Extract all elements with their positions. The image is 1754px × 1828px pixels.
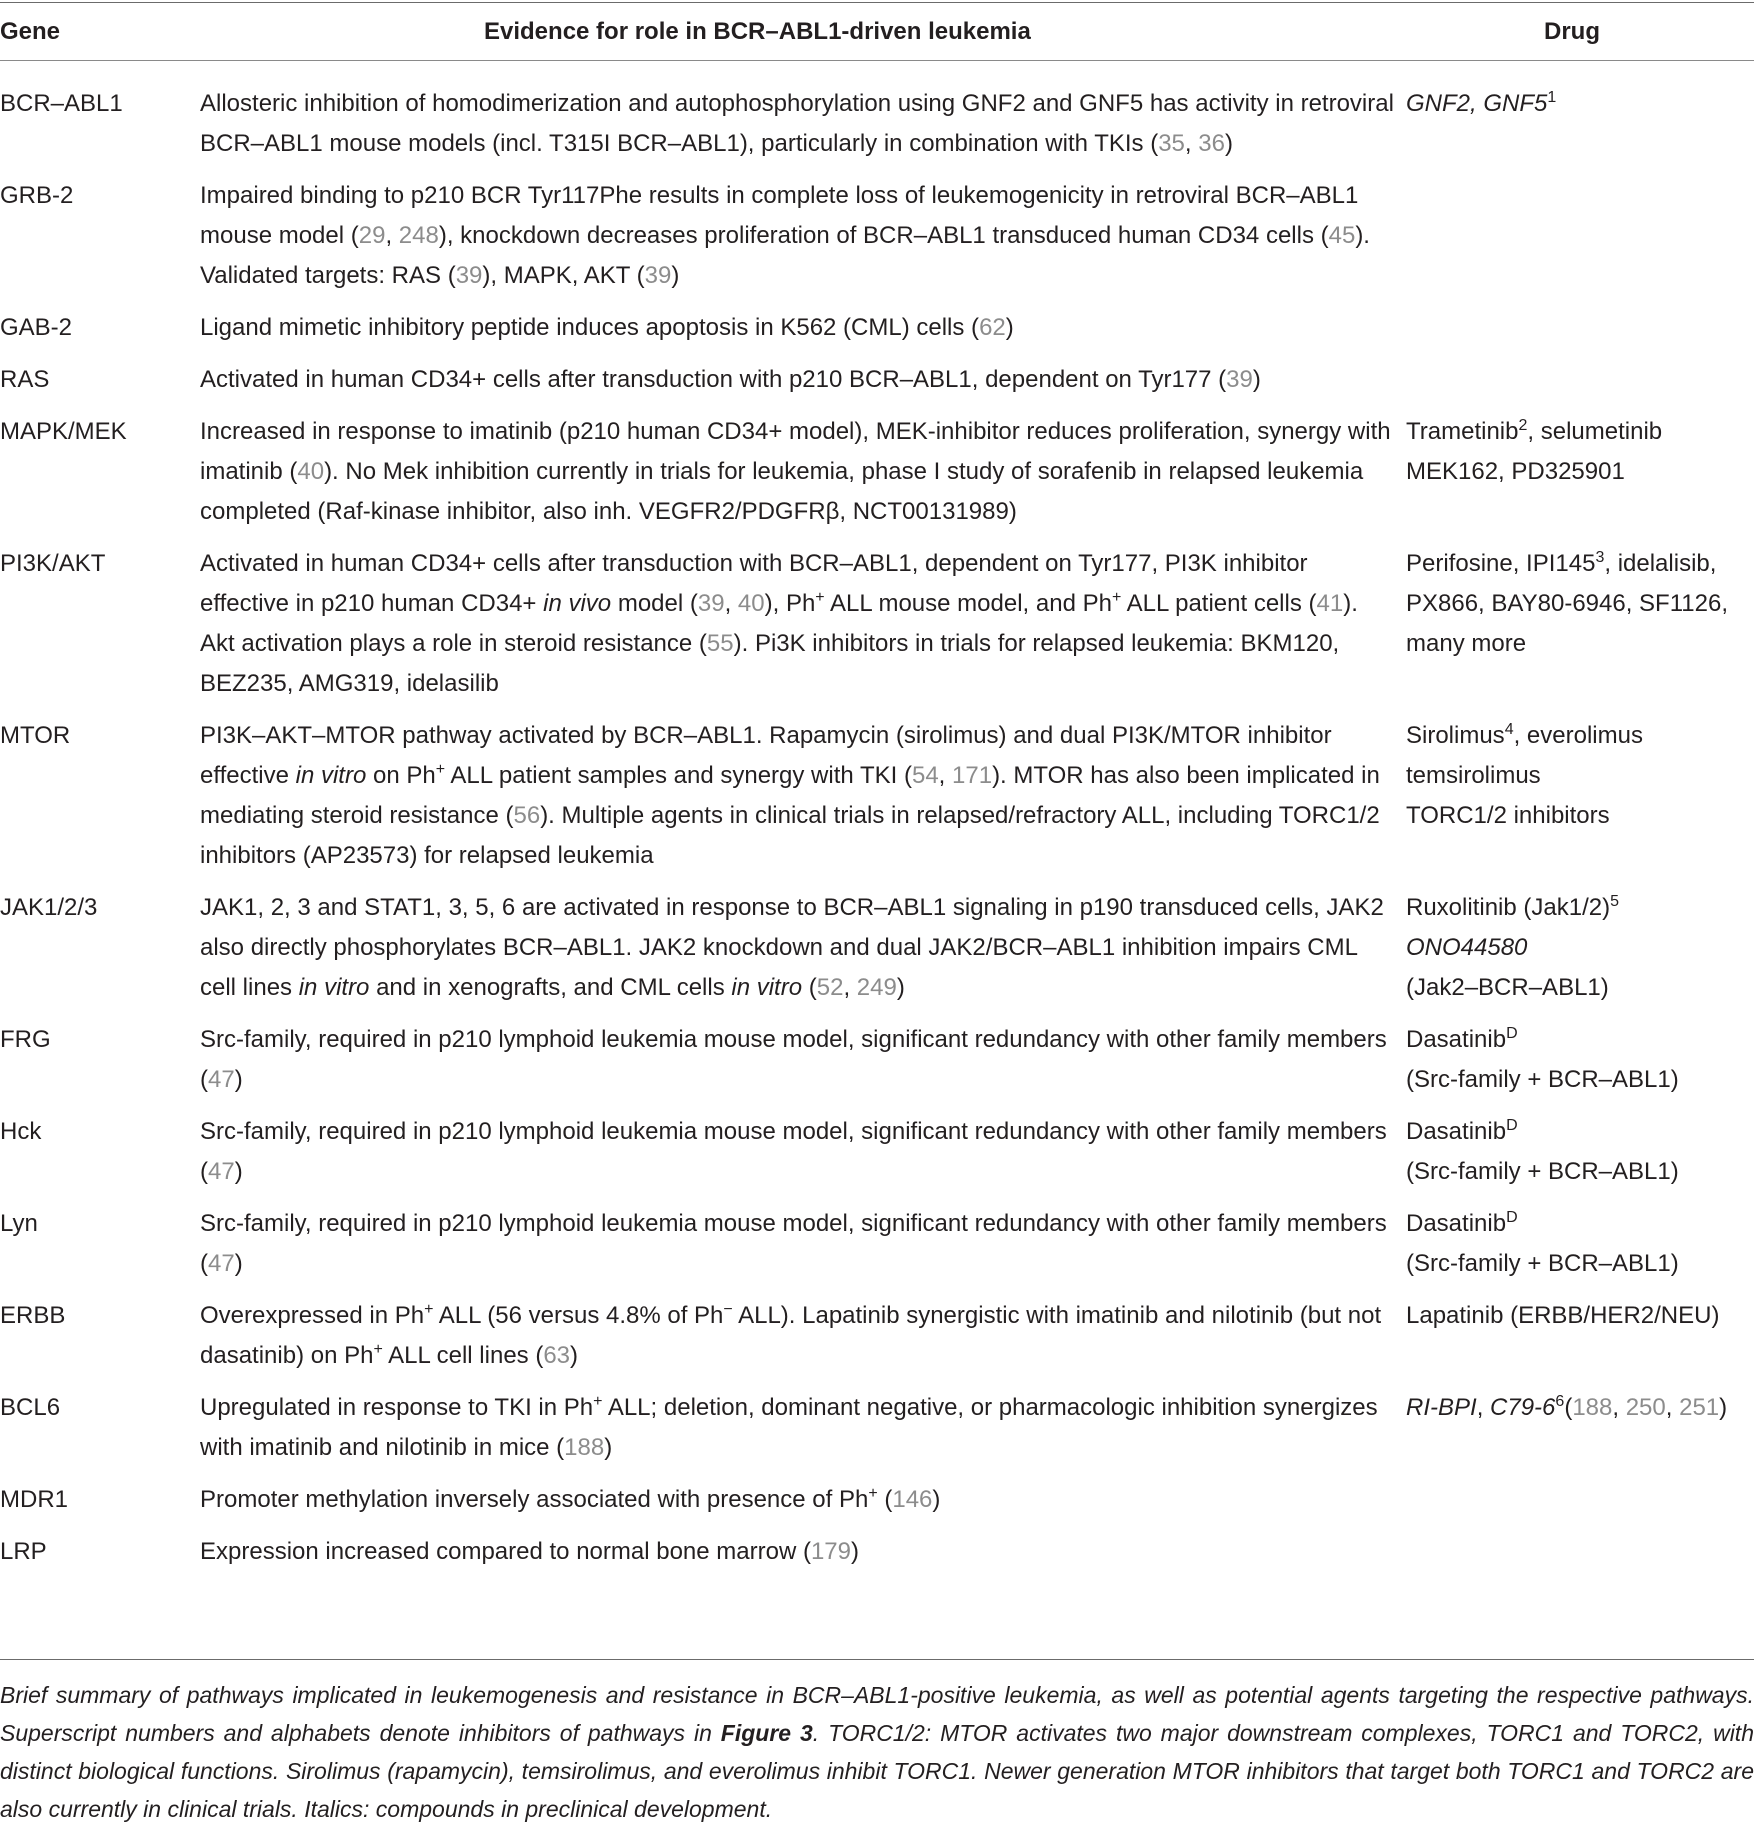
- gene-cell: Hck: [0, 1118, 42, 1145]
- text-run: Sirolimus: [1406, 722, 1505, 749]
- reference-link[interactable]: 250: [1625, 1394, 1666, 1421]
- drug-cell: [1400, 84, 1754, 164]
- drug-line: [1406, 544, 1754, 584]
- superscript: 5: [1610, 893, 1619, 910]
- reference-link[interactable]: 39: [697, 590, 725, 617]
- drug-line: [1406, 1388, 1754, 1428]
- text-run: ONO44580: [1406, 934, 1528, 961]
- text-run: Ligand mimetic inhibitory peptide induces apoptosis in K562 (CML) cells (: [200, 314, 980, 341]
- table-row: [0, 1204, 1754, 1284]
- superscript: D: [1506, 1025, 1518, 1042]
- reference-link[interactable]: 39: [644, 262, 672, 289]
- reference-link[interactable]: 248: [398, 222, 439, 249]
- gene-cell: GRB-2: [0, 182, 74, 209]
- drug-line: [1406, 968, 1754, 1008]
- reference-link[interactable]: 54: [911, 762, 939, 789]
- table-row: [0, 1480, 1754, 1520]
- gene-cell: BCL6: [0, 1394, 61, 1421]
- table-bottom-rule: [0, 1659, 1754, 1660]
- evidence-cell: [200, 1480, 1400, 1520]
- drug-line: [1406, 412, 1754, 452]
- text-run: Src-family, required in p210 lymphoid leukemia mouse model, significant redundancy with other family members (: [200, 1026, 1387, 1093]
- evidence-cell: [200, 1020, 1400, 1100]
- text-run: , everolimus: [1513, 722, 1643, 749]
- reference-link[interactable]: 47: [208, 1158, 235, 1185]
- text-run: (Src-family + BCR–ABL1): [1406, 1066, 1679, 1093]
- drug-line: [1406, 1112, 1754, 1152]
- table-row: [0, 1112, 1754, 1192]
- reference-link[interactable]: 29: [358, 222, 386, 249]
- superscript: 3: [1595, 549, 1605, 566]
- text-run: ,: [385, 222, 399, 249]
- text-run: Promoter methylation inversely associated with presence of Ph: [200, 1486, 869, 1513]
- reference-link[interactable]: 188: [564, 1434, 605, 1461]
- gene-cell: FRG: [0, 1026, 51, 1053]
- drug-cell: [1400, 1112, 1754, 1192]
- superscript: +: [1111, 589, 1122, 606]
- drug-cell: [1400, 1020, 1754, 1100]
- text-run: ). Validated targets: RAS (: [200, 222, 1370, 289]
- drug-cell: [1400, 544, 1754, 704]
- text-run: ,: [1476, 1394, 1491, 1421]
- drug-cell: [1400, 1204, 1754, 1284]
- table-row: [0, 308, 1754, 348]
- reference-link[interactable]: 41: [1316, 590, 1344, 617]
- text-run: TORC1/2 inhibitors: [1406, 802, 1610, 829]
- table-row: [0, 84, 1754, 164]
- reference-link[interactable]: 249: [856, 974, 897, 1001]
- superscript: +: [815, 589, 825, 606]
- evidence-cell: [200, 1204, 1400, 1284]
- drug-cell: [1400, 1388, 1754, 1468]
- text-run: ): [234, 1066, 243, 1093]
- reference-link[interactable]: 146: [892, 1486, 933, 1513]
- text-run: ,: [1612, 1394, 1626, 1421]
- drug-line: [1406, 84, 1754, 124]
- table-body: [0, 84, 1754, 1584]
- text-run: ): [932, 1486, 941, 1513]
- text-run: Overexpressed in Ph: [200, 1302, 425, 1329]
- evidence-cell: [200, 308, 1400, 348]
- text-run: ): [1719, 1394, 1728, 1421]
- evidence-cell: [200, 1532, 1400, 1572]
- evidence-cell: [200, 888, 1400, 1008]
- text-run: Lapatinib (ERBB/HER2/NEU): [1406, 1302, 1720, 1329]
- table-row: [0, 360, 1754, 400]
- text-run: ), knockdown decreases proliferation of BCR–ABL1 transduced human CD34 cells (: [438, 222, 1329, 249]
- header-evidence: Evidence for role in BCR–ABL1-driven leukemia: [484, 18, 1031, 45]
- text-run: Dasatinib: [1406, 1026, 1507, 1053]
- text-run: ), Ph: [764, 590, 816, 617]
- text-run: ,: [843, 974, 857, 1001]
- reference-link[interactable]: 39: [1226, 366, 1253, 393]
- text-run: ALL (56 versus 4.8% of Ph: [433, 1302, 724, 1329]
- drug-line: [1406, 1204, 1754, 1244]
- text-run: (: [802, 974, 817, 1001]
- text-run: ALL; deletion, dominant negative, or pharmacologic inhibition synergizes with imatinib and nilotinib in mice (: [200, 1394, 1378, 1461]
- text-run: ,: [1184, 130, 1199, 157]
- text-run: ,: [938, 762, 953, 789]
- text-run: C79-6: [1490, 1394, 1556, 1421]
- superscript: −: [723, 1301, 733, 1318]
- text-run: in vitro: [295, 762, 367, 789]
- drug-cell: [1400, 1296, 1754, 1376]
- table-row: [0, 544, 1754, 704]
- table-row: [0, 716, 1754, 876]
- text-run: PI3K–AKT–MTOR pathway activated by BCR–ABL1. Rapamycin (sirolimus) and dual PI3K/MTOR inhibitor effective: [200, 722, 1332, 789]
- text-run: Dasatinib: [1406, 1118, 1507, 1145]
- superscript: 4: [1504, 721, 1514, 738]
- drug-line: [1406, 1020, 1754, 1060]
- text-run: (Src-family + BCR–ABL1): [1406, 1158, 1679, 1185]
- table-row: [0, 176, 1754, 296]
- drug-cell: [1400, 412, 1754, 532]
- reference-link[interactable]: 56: [513, 802, 541, 829]
- superscript: 1: [1547, 89, 1557, 106]
- text-run: . TORC1/2: MTOR activates two major downstream complexes, TORC1 and TORC2, with distinct biological functions. Sirolimus (rapamycin), temsirolimus, and everolimus inhibit TORC1. Newer generation MTOR inhibitors that target both TORC1 and TORC2 are also currently in clinical trials. Italics: compounds in preclinical development.: [0, 1720, 1754, 1822]
- text-run: ): [671, 262, 680, 289]
- text-run: ,: [724, 590, 738, 617]
- reference-link[interactable]: 63: [543, 1342, 571, 1369]
- text-run: Ruxolitinib (Jak1/2): [1406, 894, 1611, 921]
- reference-link[interactable]: 40: [297, 458, 325, 485]
- text-run: ): [570, 1342, 579, 1369]
- table-caption: [0, 1676, 1754, 1828]
- text-run: temsirolimus: [1406, 762, 1541, 789]
- reference-link[interactable]: 62: [979, 314, 1006, 341]
- reference-link[interactable]: 45: [1328, 222, 1356, 249]
- reference-link[interactable]: 55: [706, 630, 734, 657]
- header-rule: [0, 60, 1754, 61]
- superscript: +: [373, 1341, 383, 1358]
- reference-link[interactable]: 188: [1572, 1394, 1613, 1421]
- reference-link[interactable]: 251: [1679, 1394, 1720, 1421]
- reference-link[interactable]: 40: [737, 590, 765, 617]
- text-run: in vitro: [731, 974, 803, 1001]
- gene-cell: BCR–ABL1: [0, 90, 123, 117]
- text-run: in vitro: [298, 974, 370, 1001]
- text-run: MEK162, PD325901: [1406, 458, 1625, 485]
- text-run: ALL patient cells (: [1121, 590, 1317, 617]
- text-run: Dasatinib: [1406, 1210, 1507, 1237]
- gene-cell: GAB-2: [0, 314, 73, 341]
- evidence-cell: [200, 1388, 1400, 1468]
- drug-cell: [1400, 888, 1754, 1008]
- evidence-cell: [200, 176, 1400, 296]
- text-run: , idelalisib,: [1604, 550, 1717, 577]
- text-run: Perifosine, IPI145: [1406, 550, 1596, 577]
- drug-cell: [1400, 1532, 1754, 1572]
- drug-line: [1406, 1296, 1754, 1336]
- drug-line: [1406, 452, 1754, 492]
- text-run: ): [604, 1434, 613, 1461]
- text-run: ): [896, 974, 905, 1001]
- superscript: 2: [1518, 417, 1528, 434]
- text-run: in vivo: [543, 590, 612, 617]
- text-run: Allosteric inhibition of homodimerization and autophosphorylation using GNF2 and GNF5 has activity in retroviral BCR–ABL1 mouse models (incl. T315I BCR–ABL1), particularly in combination with TKIs (: [200, 90, 1394, 157]
- text-run: Increased in response to imatinib (p210 human CD34+ model), MEK-inhibitor reduces proliferation, synergy with imatinib (: [200, 418, 1391, 485]
- text-run: Activated in human CD34+ cells after transduction with BCR–ABL1, dependent on Tyr177, PI3K inhibitor effective in p210 human CD34+: [200, 550, 1308, 617]
- text-run: (Jak2–BCR–ABL1): [1406, 974, 1609, 1001]
- superscript: D: [1506, 1117, 1518, 1134]
- evidence-cell: [200, 716, 1400, 876]
- text-run: ): [1005, 314, 1014, 341]
- text-run: PX866, BAY80-6946, SF1126,: [1406, 590, 1728, 617]
- gene-cell: PI3K/AKT: [0, 550, 106, 577]
- text-run: ALL patient samples and synergy with TKI (: [445, 762, 912, 789]
- text-run: RI-BPI: [1406, 1394, 1477, 1421]
- reference-link[interactable]: 47: [208, 1066, 235, 1093]
- text-run: Src-family, required in p210 lymphoid leukemia mouse model, significant redundancy with other family members (: [200, 1210, 1387, 1277]
- header-drug: Drug: [1544, 18, 1600, 45]
- text-run: ). Akt activation plays a role in steroid resistance (: [200, 590, 1358, 657]
- drug-line: [1406, 796, 1754, 836]
- gene-cell: ERBB: [0, 1302, 66, 1329]
- table-row: [0, 1020, 1754, 1100]
- drug-cell: [1400, 176, 1754, 296]
- evidence-cell: [200, 84, 1400, 164]
- text-run: ): [1252, 366, 1261, 393]
- text-run: ALL cell lines (: [382, 1342, 544, 1369]
- drug-line: [1406, 1244, 1754, 1284]
- text-run: model (: [611, 590, 698, 617]
- text-run: ALL mouse model, and Ph: [824, 590, 1112, 617]
- text-run: Src-family, required in p210 lymphoid leukemia mouse model, significant redundancy with other family members (: [200, 1118, 1387, 1185]
- text-run: Brief summary of pathways implicated in leukemogenesis and resistance in BCR–ABL1-positive leukemia, as well as potential agents targeting the respective pathways. Superscript numbers and alphabets denote inhibitors of pathways in: [0, 1682, 1754, 1746]
- superscript: +: [435, 761, 446, 778]
- text-run: (Src-family + BCR–ABL1): [1406, 1250, 1679, 1277]
- table-header: [0, 18, 1754, 48]
- table-row: [0, 1388, 1754, 1468]
- text-run: ): [234, 1250, 243, 1277]
- evidence-cell: [200, 360, 1400, 400]
- reference-link[interactable]: 36: [1198, 130, 1225, 157]
- drug-line: [1406, 928, 1754, 968]
- evidence-cell: [200, 1296, 1400, 1376]
- table-top-rule: [0, 2, 1754, 3]
- text-run: ): [851, 1538, 859, 1565]
- header-gene: Gene: [0, 18, 61, 45]
- reference-link[interactable]: 52: [816, 974, 844, 1001]
- text-run: , selumetinib: [1527, 418, 1663, 445]
- drug-line: [1406, 1060, 1754, 1100]
- gene-cell: MAPK/MEK: [0, 418, 127, 445]
- reference-link[interactable]: 171: [952, 762, 993, 789]
- text-run: Expression increased compared to normal bone marrow (: [200, 1538, 811, 1565]
- text-run: ). MTOR has also been implicated in mediating steroid resistance (: [200, 762, 1380, 829]
- text-run: ): [234, 1158, 243, 1185]
- text-run: ). No Mek inhibition currently in trials for leukemia, phase I study of sorafenib in relapsed leukemia completed (Raf-kinase inhibitor, also inh. VEGFR2/PDGFRβ, NCT00131989): [200, 458, 1364, 525]
- drug-line: [1406, 624, 1754, 664]
- reference-link[interactable]: 35: [1158, 130, 1185, 157]
- evidence-cell: [200, 412, 1400, 532]
- gene-cell: RAS: [0, 366, 50, 393]
- drug-line: [1406, 756, 1754, 796]
- text-run: ): [1224, 130, 1233, 157]
- text-run: Trametinib: [1406, 418, 1519, 445]
- text-run: JAK1, 2, 3 and STAT1, 3, 5, 6 are activated in response to BCR–ABL1 signaling in p190 transduced cells, JAK2 also directly phosphorylates BCR–ABL1. JAK2 knockdown and dual JAK2/BCR–ABL1 inhibition impairs CML cell lines: [200, 894, 1384, 1001]
- superscript: +: [593, 1393, 603, 1410]
- gene-cell: JAK1/2/3: [0, 894, 98, 921]
- drug-cell: [1400, 308, 1754, 348]
- drug-cell: [1400, 360, 1754, 400]
- table-row: [0, 412, 1754, 532]
- text-run: ). Multiple agents in clinical trials in relapsed/refractory ALL, including TORC1/2 inhibitors (AP23573) for relapsed leukemia: [200, 802, 1380, 869]
- reference-link[interactable]: 179: [810, 1538, 851, 1565]
- text-run: (: [877, 1486, 893, 1513]
- table-row: [0, 888, 1754, 1008]
- drug-cell: [1400, 716, 1754, 876]
- text-run: many more: [1406, 630, 1527, 657]
- gene-cell: MDR1: [0, 1486, 69, 1513]
- text-run: ALL). Lapatinib synergistic with imatinib and nilotinib (but not dasatinib) on Ph: [200, 1302, 1382, 1369]
- drug-line: [1406, 584, 1754, 624]
- table-row: [0, 1532, 1754, 1572]
- text-run: ). Pi3K inhibitors in trials for relapsed leukemia: BKM120, BEZ235, AMG319, idelasilib: [200, 630, 1340, 697]
- text-run: ), MAPK, AKT (: [482, 262, 645, 289]
- gene-cell: MTOR: [0, 722, 71, 749]
- text-run: Impaired binding to p210 BCR Tyr117Phe results in complete loss of leukemogenicity in retroviral BCR–ABL1 mouse model (: [200, 182, 1359, 249]
- drug-line: [1406, 1152, 1754, 1192]
- evidence-cell: [200, 1112, 1400, 1192]
- superscript: +: [424, 1301, 434, 1318]
- text-run: Activated in human CD34+ cells after transduction with p210 BCR–ABL1, dependent on Tyr177 (: [200, 366, 1227, 393]
- evidence-cell: [200, 544, 1400, 704]
- text-run: GNF2, GNF5: [1406, 90, 1548, 117]
- drug-line: [1406, 888, 1754, 928]
- superscript: D: [1506, 1209, 1518, 1226]
- text-run: (: [1564, 1394, 1573, 1421]
- reference-link[interactable]: 47: [208, 1250, 235, 1277]
- gene-cell: Lyn: [0, 1210, 38, 1237]
- reference-link[interactable]: 39: [455, 262, 483, 289]
- table-row: [0, 1296, 1754, 1376]
- figure-reference[interactable]: Figure 3: [720, 1720, 813, 1746]
- gene-cell: LRP: [0, 1538, 47, 1565]
- drug-line: [1406, 716, 1754, 756]
- text-run: and in xenografts, and CML cells: [369, 974, 732, 1001]
- text-run: Upregulated in response to TKI in Ph: [200, 1394, 594, 1421]
- drug-cell: [1400, 1480, 1754, 1520]
- superscript: 6: [1555, 1393, 1565, 1410]
- superscript: +: [868, 1485, 878, 1502]
- text-run: ,: [1665, 1394, 1680, 1421]
- text-run: on Ph: [366, 762, 436, 789]
